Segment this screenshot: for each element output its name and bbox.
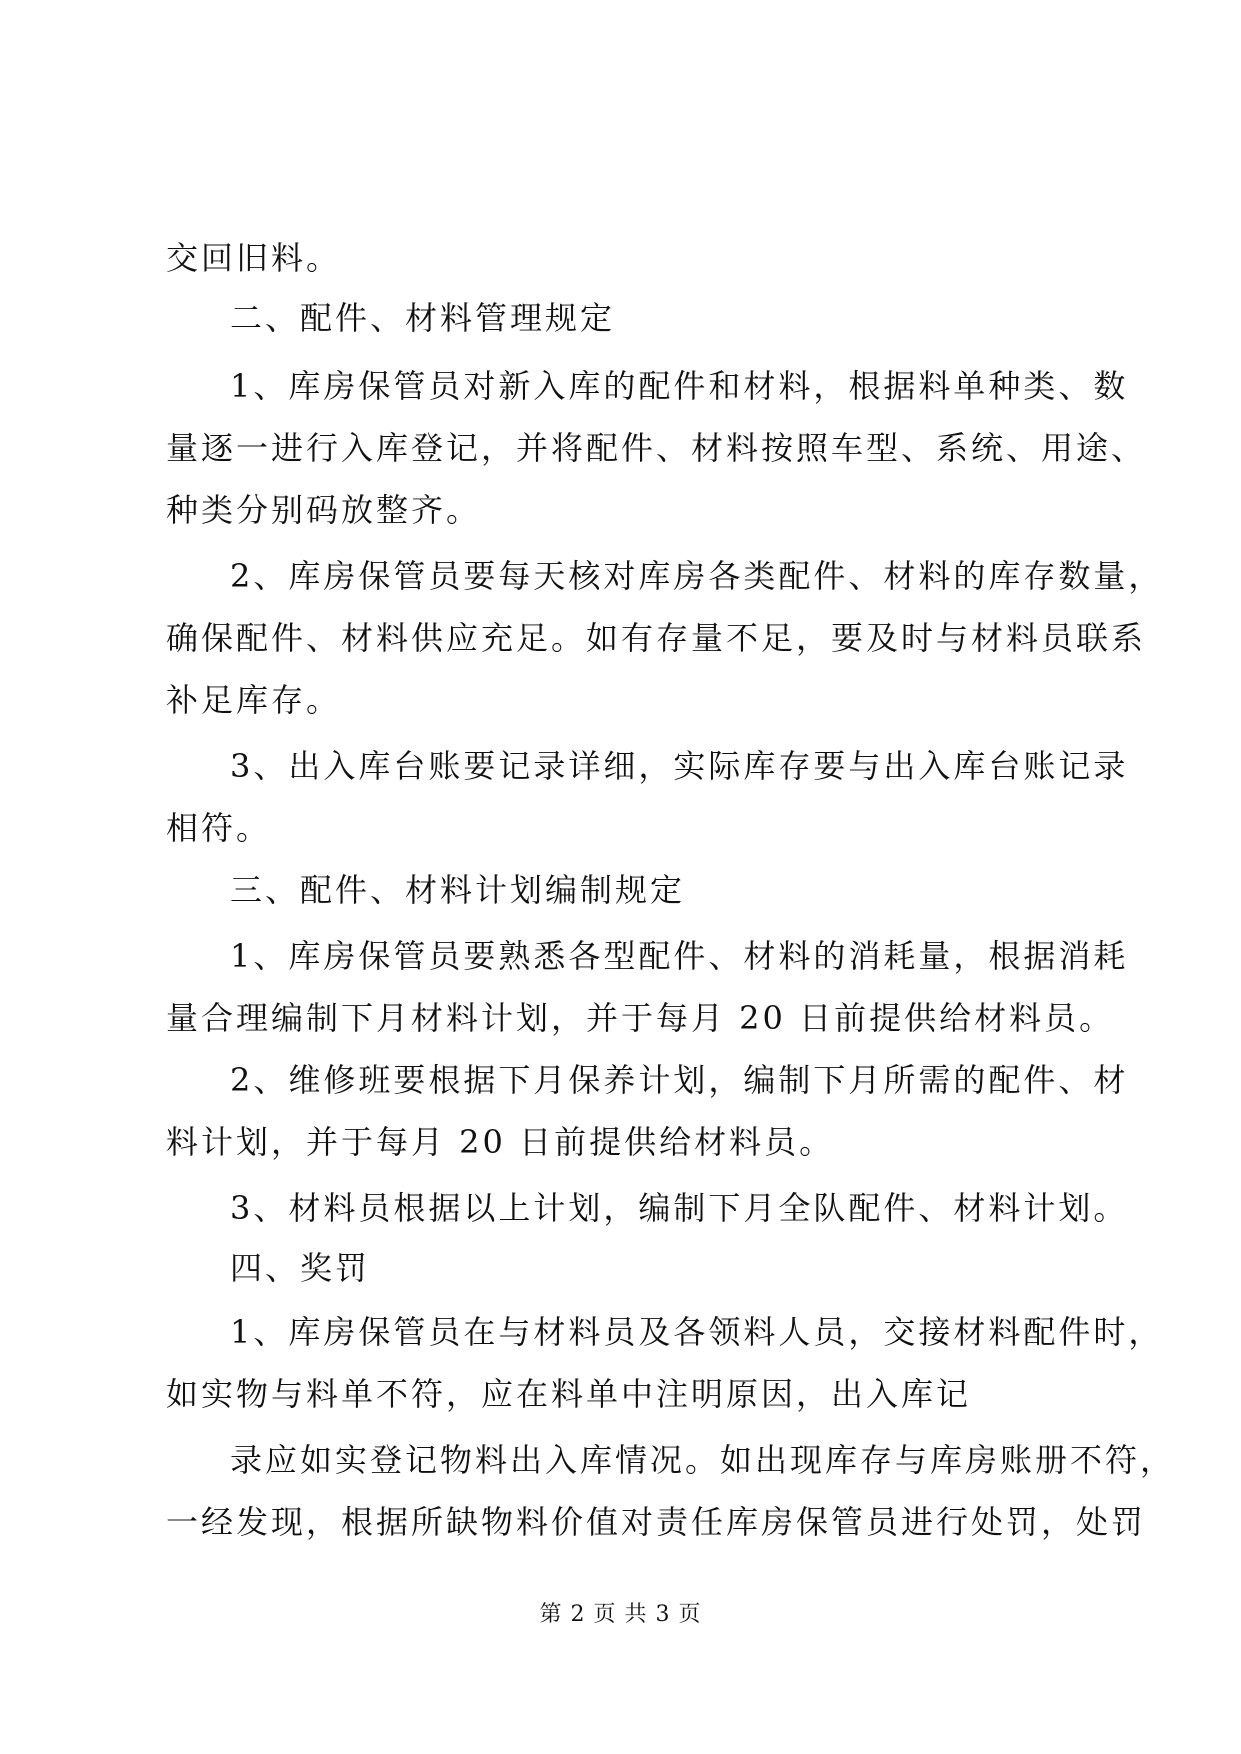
paragraph-line: 料计划，并于每月 20 日前提供给材料员。	[166, 1123, 835, 1161]
paragraph-line: 量合理编制下月材料计划，并于每月 20 日前提供给材料员。	[166, 999, 1115, 1037]
paragraph-line: 一经发现，根据所缺物料价值对责任库房保管员进行处罚，处罚	[166, 1503, 1147, 1541]
paragraph-line: 1、库房保管员要熟悉各型配件、材料的消耗量，根据消耗	[230, 937, 1129, 975]
paragraph-line: 相符。	[166, 809, 272, 847]
paragraph-line: 3、出入库台账要记录详细，实际库存要与出入库台账记录	[230, 747, 1129, 785]
paragraph-line: 2、维修班要根据下月保养计划，编制下月所需的配件、材	[230, 1061, 1129, 1099]
paragraph-line: 交回旧料。	[166, 239, 342, 277]
paragraph-line: 3、材料员根据以上计划，编制下月全队配件、材料计划。	[230, 1189, 1129, 1227]
paragraph-line: 2、库房保管员要每天核对库房各类配件、材料的库存数量，	[230, 557, 1164, 595]
paragraph-line: 种类分别码放整齐。	[166, 491, 482, 529]
paragraph-line: 补足库存。	[166, 681, 342, 719]
section-heading: 四、奖罚	[230, 1249, 371, 1287]
paragraph-line: 确保配件、材料供应充足。如有存量不足，要及时与材料员联系	[166, 619, 1147, 657]
section-heading: 三、配件、材料计划编制规定	[230, 871, 686, 909]
paragraph-line: 录应如实登记物料出入库情况。如出现库存与库房账册不符，	[230, 1441, 1176, 1479]
section-heading: 二、配件、材料管理规定	[230, 299, 616, 337]
paragraph-line: 1、库房保管员在与材料员及各领料人员，交接材料配件时，	[230, 1313, 1164, 1351]
paragraph-line: 量逐一进行入库登记，并将配件、材料按照车型、系统、用途、	[166, 429, 1147, 467]
page-number-footer: 第 2 页 共 3 页	[539, 1602, 702, 1627]
paragraph-line: 如实物与料单不符，应在料单中注明原因，出入库记	[166, 1375, 972, 1413]
paragraph-line: 1、库房保管员对新入库的配件和材料，根据料单种类、数	[230, 367, 1129, 405]
